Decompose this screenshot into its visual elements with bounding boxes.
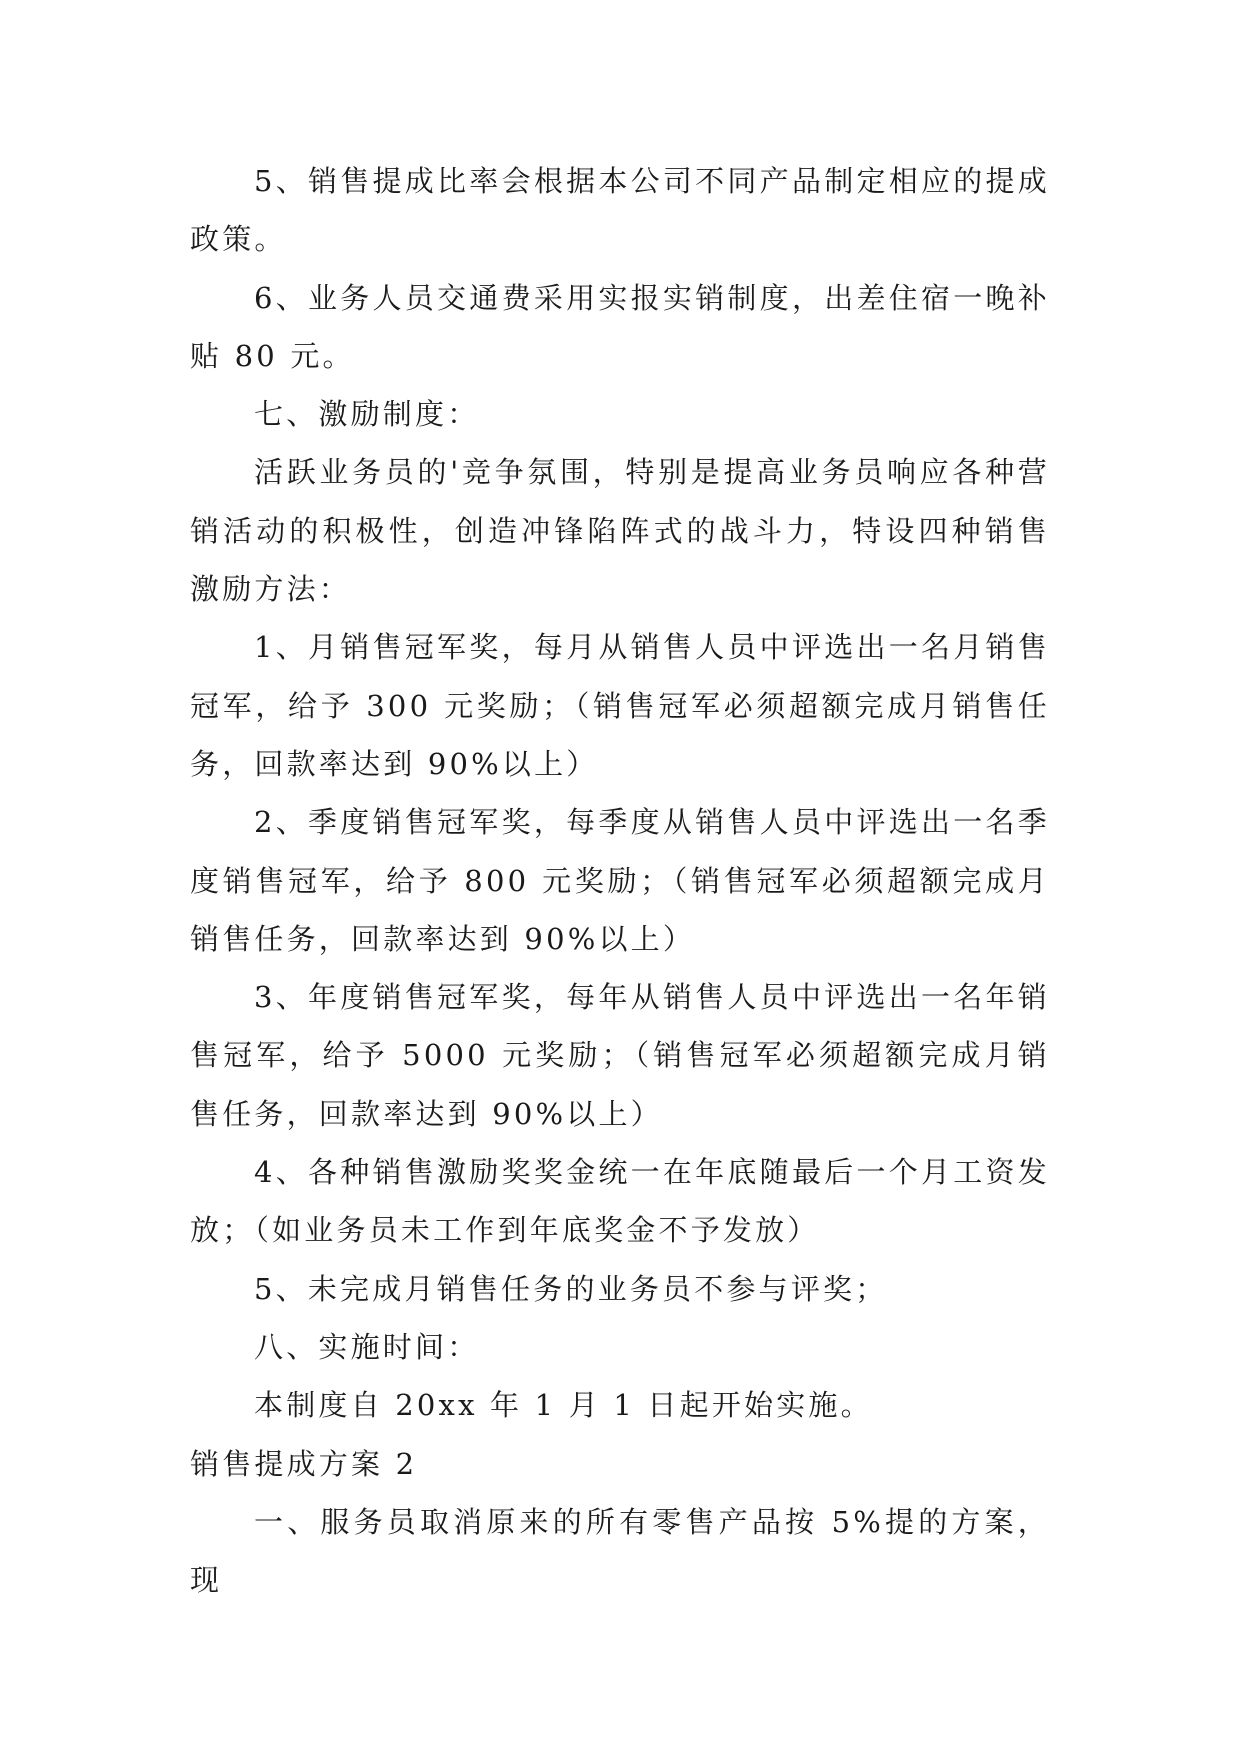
paragraph-plan-2-item-1: 一、服务员取消原来的所有零售产品按 5%提的方案，现	[190, 1504, 1050, 1598]
paragraph-commission-rate: 5、销售提成比率会根据本公司不同产品制定相应的提成政策。	[190, 164, 1050, 257]
paragraph-incentive-intro: 活跃业务员的'竞争氛围，特别是提高业务员响应各种营销活动的积极性，创造冲锋陷阵式的战斗力，特设四种销售激励方法：	[190, 455, 1050, 607]
paragraph-travel-allowance: 6、业务人员交通费采用实报实销制度，出差住宿一晚补贴 80 元。	[190, 280, 1050, 373]
paragraph-effective-date: 本制度自 20xx 年 1 月 1 日起开始实施。	[254, 1388, 873, 1423]
document-body	[190, 152, 1050, 1609]
paragraph-monthly-award: 1、月销售冠军奖，每月从销售人员中评选出一名月销售冠军，给予 300 元奖励；（销售冠军必须超额完成月销售任务，回款率达到 90%以上）	[190, 630, 1050, 781]
paragraph-quarterly-award: 2、季度销售冠军奖，每季度从销售人员中评选出一名季度销售冠军，给予 800 元奖励；（销售冠军必须超额完成月销售任务，回款率达到 90%以上）	[190, 805, 1050, 956]
document-subtitle-plan-2: 销售提成方案 2	[190, 1446, 418, 1481]
section-heading-incentive: 七、激励制度：	[254, 397, 480, 432]
paragraph-bonus-payment: 4、各种销售激励奖奖金统一在年底随最后一个月工资发放；（如业务员未工作到年底奖金不予发放）	[190, 1155, 1050, 1248]
paragraph-eligibility: 5、未完成月销售任务的业务员不参与评奖；	[254, 1271, 888, 1306]
section-heading-implementation: 八、实施时间：	[254, 1329, 480, 1364]
paragraph-annual-award: 3、年度销售冠军奖，每年从销售人员中评选出一名年销售冠军，给予 5000 元奖励；（销售冠军必须超额完成月销售任务，回款率达到 90%以上）	[190, 980, 1050, 1131]
